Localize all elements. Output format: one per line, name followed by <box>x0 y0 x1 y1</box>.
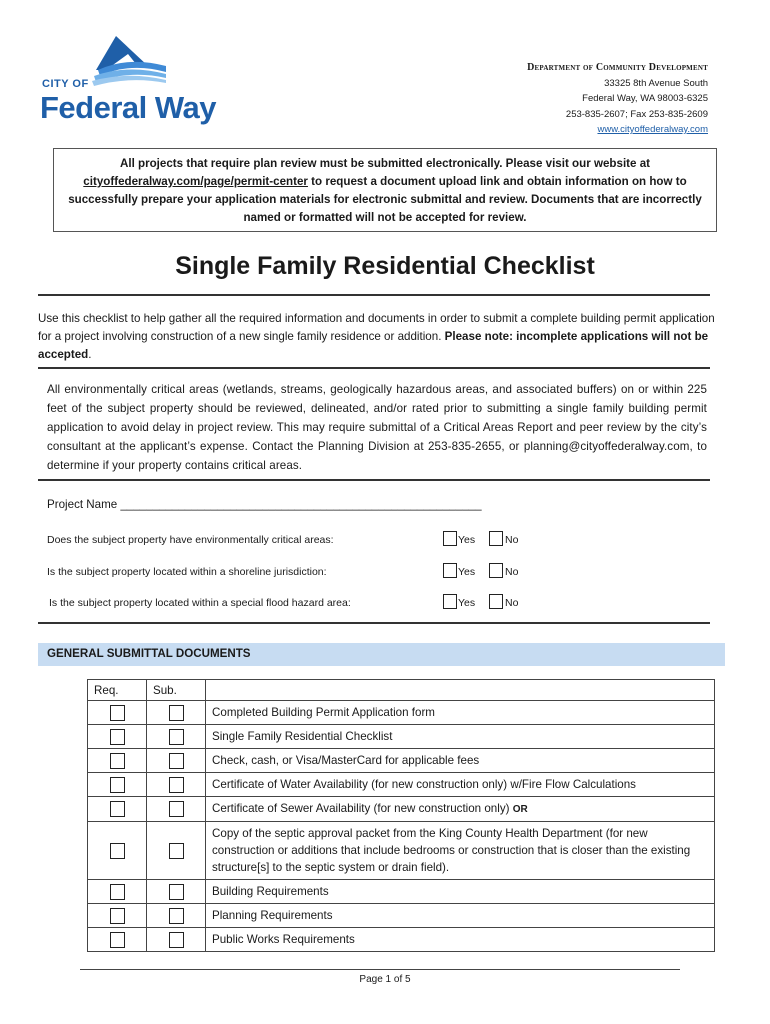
yes-checkbox[interactable] <box>443 531 457 546</box>
sub-checkbox[interactable] <box>169 753 184 769</box>
no-label: No <box>505 534 519 546</box>
req-checkbox[interactable] <box>110 705 125 721</box>
project-name-field[interactable]: Project Name ________________________________________________________ <box>47 498 482 511</box>
question-text: Is the subject property located within a shoreline jurisdiction: <box>47 566 327 578</box>
no-checkbox[interactable] <box>489 563 503 578</box>
title-divider <box>38 294 710 296</box>
table-row <box>88 880 715 904</box>
department-title: Department of Community Development <box>527 62 708 73</box>
item-text: Certificate of Sewer Availability (for new construction only) <box>212 802 513 815</box>
req-checkbox[interactable] <box>110 777 125 793</box>
table-row <box>88 822 715 880</box>
question-text: Does the subject property have environmentally critical areas: <box>47 534 334 546</box>
req-checkbox[interactable] <box>110 908 125 924</box>
item-label: Copy of the septic approval packet from the King County Health Department (for new construction or additions that include bedrooms or construction that is closer than the existing structure[s] to the septic system or drain field). <box>206 822 715 880</box>
footer-divider <box>80 969 680 970</box>
no-checkbox[interactable] <box>489 594 503 609</box>
item-label: Completed Building Permit Application form <box>206 701 715 725</box>
sub-checkbox[interactable] <box>169 729 184 745</box>
req-checkbox[interactable] <box>110 843 125 859</box>
table-row <box>88 725 715 749</box>
notice-text-2: to request a document upload link and obtain information on how to successfully prepare your application materials for electronic submittal and review. Documents that are incorrectly named or formatted will not be accepted for review. <box>68 175 702 224</box>
sub-checkbox[interactable] <box>169 801 184 817</box>
item-label: Single Family Residential Checklist <box>206 725 715 749</box>
department-header <box>527 60 708 138</box>
req-column-header: Req. <box>88 680 147 701</box>
questions-divider <box>38 622 710 624</box>
item-label: Public Works Requirements <box>206 928 715 952</box>
sub-checkbox[interactable] <box>169 705 184 721</box>
mountain-logo-icon <box>88 36 168 86</box>
phone-fax: 253-835-2607; Fax 253-835-2609 <box>565 108 708 120</box>
item-label: Check, cash, or Visa/MasterCard for applicable fees <box>206 749 715 773</box>
logo-federal-way: Federal Way <box>40 90 216 125</box>
yes-label: Yes <box>458 597 476 609</box>
website-link[interactable]: www.cityoffederalway.com <box>597 124 708 135</box>
question-shoreline <box>47 562 527 582</box>
yes-checkbox[interactable] <box>443 563 457 578</box>
intro-text: Use this checklist to help gather all the required information and documents in order to submit a complete building permit application for a project involving construction of a new single family residence or addition. <box>38 312 715 343</box>
electronic-submittal-notice <box>53 148 717 232</box>
table-header-row <box>88 680 715 701</box>
table-row <box>88 749 715 773</box>
sub-checkbox[interactable] <box>169 777 184 793</box>
sub-checkbox[interactable] <box>169 884 184 900</box>
section-header-general-submittal: GENERAL SUBMITTAL DOCUMENTS <box>38 643 725 666</box>
address-line-1: 33325 8th Avenue South <box>604 77 708 89</box>
no-label: No <box>505 566 519 578</box>
question-flood-hazard <box>47 593 527 613</box>
table-row <box>88 928 715 952</box>
no-checkbox[interactable] <box>489 531 503 546</box>
table-row <box>88 701 715 725</box>
or-label: OR <box>512 804 528 815</box>
question-critical-areas <box>47 530 527 550</box>
critical-divider <box>38 479 710 481</box>
sub-checkbox[interactable] <box>169 843 184 859</box>
sub-column-header: Sub. <box>147 680 206 701</box>
intro-divider <box>38 367 710 369</box>
item-label: Planning Requirements <box>206 904 715 928</box>
intro-end: . <box>88 348 92 361</box>
page-title: Single Family Residential Checklist <box>175 252 595 280</box>
item-column-header <box>206 680 715 701</box>
address-line-2: Federal Way, WA 98003-6325 <box>582 93 708 104</box>
item-label <box>206 797 715 822</box>
intro-note: Please note: incomplete applications will not be accepted <box>38 330 709 361</box>
req-checkbox[interactable] <box>110 932 125 948</box>
intro-paragraph <box>38 310 718 364</box>
submittal-checklist-table <box>87 679 715 952</box>
req-checkbox[interactable] <box>110 753 125 769</box>
yes-checkbox[interactable] <box>443 594 457 609</box>
sub-checkbox[interactable] <box>169 908 184 924</box>
page-number: Page 1 of 5 <box>359 974 411 985</box>
yes-label: Yes <box>458 566 476 578</box>
sub-checkbox[interactable] <box>169 932 184 948</box>
table-row <box>88 904 715 928</box>
req-checkbox[interactable] <box>110 801 125 817</box>
no-label: No <box>505 597 519 609</box>
city-logo <box>40 36 220 128</box>
table-row <box>88 773 715 797</box>
question-text: Is the subject property located within a special flood hazard area: <box>49 597 351 609</box>
table-row <box>88 797 715 822</box>
req-checkbox[interactable] <box>110 884 125 900</box>
yes-label: Yes <box>458 534 476 546</box>
req-checkbox[interactable] <box>110 729 125 745</box>
logo-city-of: CITY OF <box>42 78 89 90</box>
critical-areas-paragraph: All environmentally critical areas (wetlands, streams, geologically hazardous areas, and associated buffers) on or within 225 feet of the subject property should be reviewed, delineated, and/or rated prior to submitting a single family building permit application to avoid delay in project review. This may require submittal of a Critical Areas Report and peer review by the city’s consultant at the applicant’s expense. Contact the Planning Division at 253-835-2655, or planning@cityoffederalway.com, to determine if your property contains critical areas. <box>47 383 707 472</box>
notice-text-1: All projects that require plan review must be submitted electronically. Please visit our website at <box>119 157 651 170</box>
permit-center-link[interactable]: cityoffederalway.com/page/permit-center <box>83 175 308 188</box>
item-label: Certificate of Water Availability (for new construction only) w/Fire Flow Calculations <box>206 773 715 797</box>
item-label: Building Requirements <box>206 880 715 904</box>
